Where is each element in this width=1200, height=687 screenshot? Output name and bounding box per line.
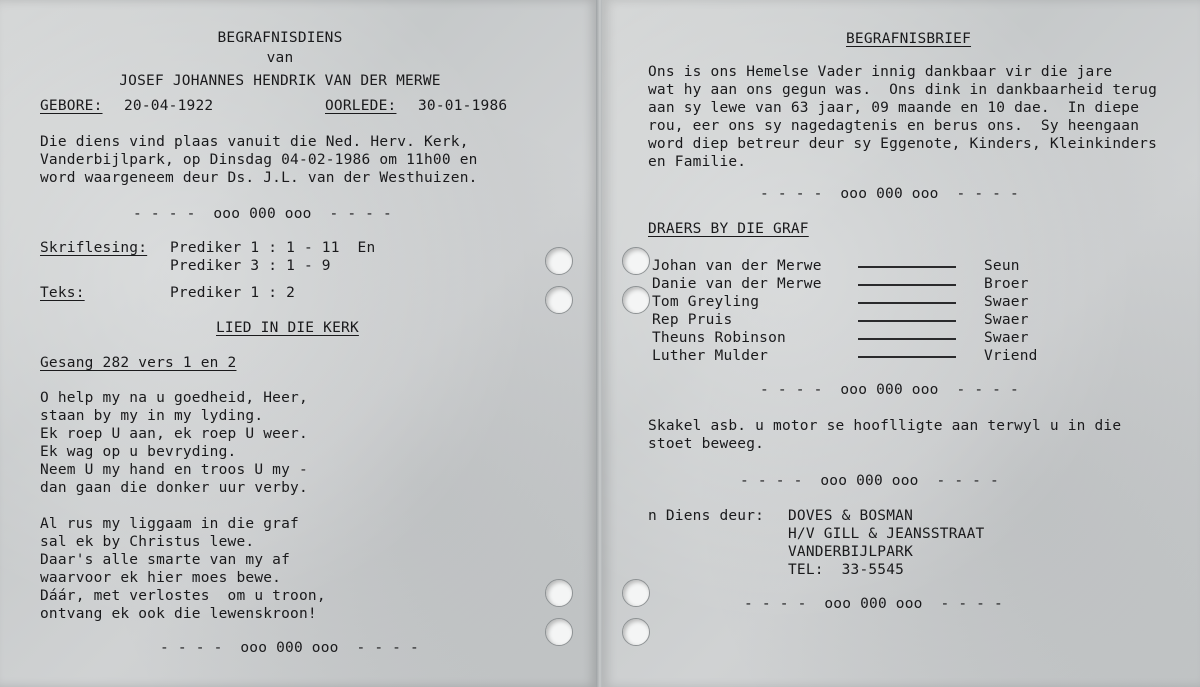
- bearer-line: [858, 266, 956, 268]
- service-by-label: n Diens deur:: [648, 508, 765, 524]
- undertaker-phone: TEL: 33-5545: [788, 562, 905, 578]
- bearer-line: [858, 302, 956, 304]
- verse1-line-4: Ek wag op u bevryding.: [40, 444, 237, 460]
- bearer-name: Johan van der Merwe: [652, 258, 822, 274]
- verse2-line-4: waarvoor ek hier moes bewe.: [40, 570, 282, 586]
- bearer-name: Rep Pruis: [652, 312, 733, 328]
- separator: - - - - ooo 000 ooo - - - -: [744, 596, 1003, 612]
- bearers-heading: DRAERS BY DIE GRAF: [648, 221, 809, 237]
- undertaker-line-1: DOVES & BOSMAN: [788, 508, 914, 524]
- letter-title: BEGRAFNISBRIEF: [846, 31, 972, 47]
- deceased-name: JOSEF JOHANNES HENDRIK VAN DER MERWE: [119, 73, 441, 89]
- punch-hole: [545, 579, 573, 607]
- undertaker-line-3: VANDERBIJLPARK: [788, 544, 914, 560]
- verse1-line-6: dan gaan die donker uur verby.: [40, 480, 308, 496]
- separator: - - - - ooo 000 ooo - - - -: [740, 473, 999, 489]
- verse2-line-6: ontvang ek ook die lewenskroon!: [40, 606, 317, 622]
- punch-hole: [545, 286, 573, 314]
- bearer-line: [858, 338, 956, 340]
- letter-line-1: Ons is ons Hemelse Vader innig dankbaar vir die jare: [648, 64, 1113, 80]
- punch-hole: [545, 247, 573, 275]
- bearer-line: [858, 356, 956, 358]
- service-line-2: Vanderbijlpark, op Dinsdag 04-02-1986 om 11h00 en: [40, 152, 478, 168]
- separator: - - - - ooo 000 ooo - - - -: [133, 206, 392, 222]
- verse2-line-3: Daar's alle smarte van my af: [40, 552, 291, 568]
- undertaker-line-2: H/V GILL & JEANSSTRAAT: [788, 526, 985, 542]
- letter-line-5: word diep betreur deur sy Eggenote, Kinders, Kleinkinders: [648, 136, 1157, 152]
- separator: - - - - ooo 000 ooo - - - -: [760, 186, 1019, 202]
- bearer-name: Theuns Robinson: [652, 330, 786, 346]
- song-heading: LIED IN DIE KERK: [216, 320, 359, 336]
- service-title: BEGRAFNISDIENS: [217, 30, 343, 46]
- bearer-relation: Vriend: [984, 348, 1038, 364]
- bearer-relation: Broer: [984, 276, 1029, 292]
- letter-line-2: wat hy aan ons gegun was. Ons dink in dankbaarheid terug: [648, 82, 1157, 98]
- lights-line-1: Skakel asb. u motor se hooflligte aan terwyl u in die: [648, 418, 1122, 434]
- lights-line-2: stoet beweeg.: [648, 436, 765, 452]
- born-date: 20-04-1922: [124, 98, 214, 114]
- bearer-name: Tom Greyling: [652, 294, 760, 310]
- bearer-name: Luther Mulder: [652, 348, 769, 364]
- died-label: OORLEDE:: [325, 98, 397, 114]
- bearer-relation: Swaer: [984, 312, 1029, 328]
- scripture-1: Prediker 1 : 1 - 11 En: [170, 240, 376, 256]
- text-value: Prediker 1 : 2: [170, 285, 296, 301]
- verse2-line-5: Dáár, met verlostes om u troon,: [40, 588, 326, 604]
- separator: - - - - ooo 000 ooo - - - -: [160, 640, 419, 656]
- verse1-line-5: Neem U my hand en troos U my -: [40, 462, 308, 478]
- bearer-relation: Swaer: [984, 330, 1029, 346]
- letter-line-4: rou, eer ons sy nagedagtenis en berus ons. Sy heengaan: [648, 118, 1140, 134]
- punch-hole: [622, 618, 650, 646]
- bearer-line: [858, 284, 956, 286]
- verse1-line-2: staan by my in my lyding.: [40, 408, 264, 424]
- verse1-line-1: O help my na u goedheid, Heer,: [40, 390, 308, 406]
- verse2-line-1: Al rus my liggaam in die graf: [40, 516, 299, 532]
- letter-line-3: aan sy lewe van 63 jaar, 09 maande en 10 dae. In diepe: [648, 100, 1140, 116]
- bearer-relation: Swaer: [984, 294, 1029, 310]
- service-line-3: word waargeneem deur Ds. J.L. van der Westhuizen.: [40, 170, 478, 186]
- left-page: [0, 0, 598, 687]
- separator: - - - - ooo 000 ooo - - - -: [760, 382, 1019, 398]
- service-line-1: Die diens vind plaas vanuit die Ned. Herv. Kerk,: [40, 134, 469, 150]
- punch-hole: [622, 286, 650, 314]
- scripture-label: Skriflesing:: [40, 240, 148, 256]
- van-line: van: [266, 50, 294, 66]
- hymn-heading: Gesang 282 vers 1 en 2: [40, 355, 237, 371]
- punch-hole: [622, 247, 650, 275]
- bearer-relation: Seun: [984, 258, 1020, 274]
- bearer-name: Danie van der Merwe: [652, 276, 822, 292]
- letter-line-6: en Familie.: [648, 154, 747, 170]
- punch-hole: [545, 618, 573, 646]
- punch-hole: [622, 579, 650, 607]
- born-label: GEBORE:: [40, 98, 103, 114]
- right-page: [602, 0, 1200, 687]
- bearer-line: [858, 320, 956, 322]
- verse1-line-3: Ek roep U aan, ek roep U weer.: [40, 426, 308, 442]
- scripture-2: Prediker 3 : 1 - 9: [170, 258, 331, 274]
- verse2-line-2: sal ek by Christus lewe.: [40, 534, 255, 550]
- died-date: 30-01-1986: [418, 98, 508, 114]
- text-label: Teks:: [40, 285, 85, 301]
